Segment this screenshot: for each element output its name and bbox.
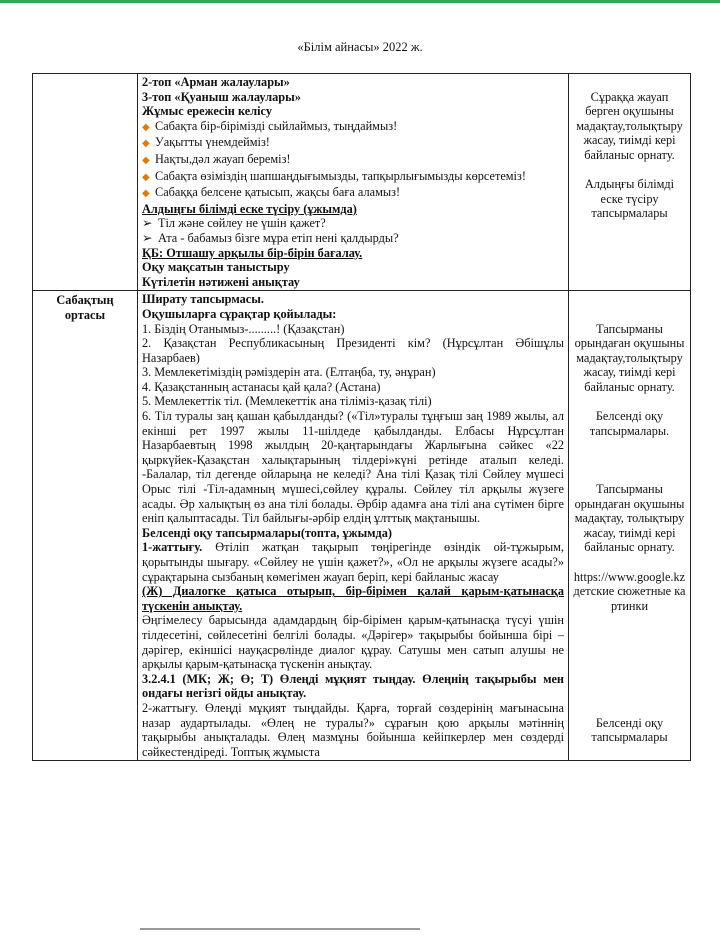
activity-line bbox=[142, 119, 564, 136]
activity-line bbox=[142, 135, 564, 152]
spacer bbox=[573, 701, 686, 716]
stage-cell bbox=[33, 74, 138, 291]
bullet-icon: ◆ bbox=[142, 138, 150, 150]
page-bottom-rule bbox=[140, 928, 420, 930]
spacer bbox=[573, 613, 686, 628]
line-text: Сабақта бір-бірімізді сыйлаймыз, тыңдаймыз! bbox=[155, 118, 398, 133]
line-text: Уақытты үнемдейміз! bbox=[155, 135, 270, 150]
line-text: 2-жаттығу. Өлеңді мұқият тыңдайды. Қарға, торғай сөздерінің мағынасына назар аудартылады. «Өлең не туралы?» сұрағын қою арқылы мәтіннің тақырыбы анықталады. Өлең мазмұны бойынша кейіпкерлер мен сөздерді сәйкестендіреді. Топтық жұмыста bbox=[142, 700, 564, 759]
line-text: Алдыңғы білімді еске түсіру (ұжымда) bbox=[142, 201, 357, 216]
spacer bbox=[573, 438, 686, 453]
spacer bbox=[573, 643, 686, 658]
activity-line bbox=[142, 202, 564, 217]
spacer bbox=[573, 686, 686, 701]
line-text: Әңгімелесу барысында адамдардың бір-бірімен қарым-қатынасқа түсуі үшін тілдесетіні, сөйлесетіні белгілі болады. «Дәрігер» тақырыбы бойынша бірі – дәрігер, екіншісі науқасрөлінде диалог құрау. Сатушы мен сатып алушы не арқылы қарым-қатынасқа түскенін анықтау. bbox=[142, 613, 564, 672]
line-text: Оқушыларға сұрақтар қойылады: bbox=[142, 306, 337, 321]
lesson-plan-table bbox=[32, 73, 691, 761]
line-text: Оқу мақсатын таныстыру bbox=[142, 260, 290, 275]
resource-cell bbox=[569, 74, 691, 291]
resource-text bbox=[573, 163, 686, 178]
activity-cell bbox=[138, 291, 569, 761]
line-text: Ширату тапсырмасы. bbox=[142, 292, 264, 307]
arrow-icon: ➢ bbox=[142, 230, 153, 245]
line-text: 3. Мемлекетіміздің рәміздерін ата. (Елтаңба, ту, әнұран) bbox=[142, 365, 436, 380]
line-text: (Ж) Диалогке қатыса отырып, бір-бірімен қалай қарым-қатынасқа түскенін анықтау. bbox=[142, 584, 564, 613]
line-text: ҚБ: Отшашу арқылы бір-бірін бағалау. bbox=[142, 245, 363, 260]
activity-line bbox=[142, 169, 564, 186]
activity-line bbox=[142, 526, 564, 541]
line-text: 2-топ «Арман жалаулары» bbox=[142, 75, 290, 89]
spacer bbox=[573, 628, 686, 643]
resource-text: Белсенді оқу тапсырмалары bbox=[591, 715, 668, 745]
activity-line bbox=[142, 185, 564, 202]
activity-line bbox=[142, 613, 564, 671]
line-text: Тіл және сөйлеу не үшін қажет? bbox=[158, 216, 326, 231]
activity-line bbox=[142, 409, 564, 526]
resource-text: https://www.google.kz детские сюжетные картинки bbox=[573, 569, 686, 613]
spacer bbox=[573, 394, 686, 409]
activity-line bbox=[142, 380, 564, 395]
resource-text: Сұраққа жауап берген оқушыны мадақтау,толықтыру жасау, тиімді кері байланыс орнату. bbox=[576, 89, 683, 162]
stage-cell: Сабақтың ортасы bbox=[33, 291, 138, 761]
line-text: Белсенді оқу тапсырмалары(топта, ұжымда) bbox=[142, 525, 393, 540]
spacer bbox=[573, 453, 686, 468]
line-text: Сабаққа белсене қатысып, жақсы баға аламыз! bbox=[155, 185, 401, 200]
spacer bbox=[573, 555, 686, 570]
line-text: 4. Қазақстанның астанасы қай қала? (Астана) bbox=[142, 379, 381, 394]
top-accent-line bbox=[0, 0, 720, 3]
spacer bbox=[573, 292, 686, 307]
line-text: 3.2.4.1 (МК; Ж; Ө; Т) Өлеңді мұқият тыңдау. Өлеңнің тақырыбы мен ондағы негізгі ойды анықтау. bbox=[142, 671, 564, 701]
line-text: Сабақта өзіміздің шапшаңдығымызды, тапқырлығымызды көрсетеміз! bbox=[155, 168, 526, 183]
table-row bbox=[33, 291, 691, 761]
activity-line bbox=[142, 104, 564, 119]
spacer bbox=[573, 657, 686, 672]
resource-text: Белсенді оқу тапсырмалары. bbox=[589, 409, 670, 438]
line-text: 3-топ «Қуаныш жалаулары» bbox=[142, 89, 301, 104]
table-row bbox=[33, 74, 691, 291]
activity-line bbox=[142, 365, 564, 380]
line-text: 6. Тіл туралы заң қашан қабылданды? («Тіл»туралы тұңғыш заң 1989 жылы, ал екінші рет 1997 жылы 11-шілдеде қабылданды. Елбасы Нұрсұлтан Назарбаевтың 1998 жылдың 20-қаңтарындағы Жарлығына сәйкес «22 қыркүйек-Қазақстан халықтарының тілдері»күні ретінде аталып келеді. -Балалар, тіл дегенде ойларыңа не келеді? Ана тілі Қазақ тілі Сөйлеу мүшесі Орыс тілі -Тіл-адамның мүшесі,сөйлеу құралы. Сөйлеу тіл арқылы жүзеге асады. Әр халықтың өз ана тілі болады. Әрбір адамға ана тілі ана сүтімен бірге еніп қалыптасады. Тіл байлығы-әрбір елдің ұлттық мақтанышы. bbox=[142, 409, 564, 526]
line-text: Күтілетін нәтижені анықтау bbox=[142, 274, 300, 289]
line-text: Ата - бабамыз бізге мұра етіп нені қалдырды? bbox=[158, 230, 399, 245]
resource-text: Тапсырманы орындаған оқушыны мадақтау, толықтыру жасау, тиімді кері байланыс орнату. bbox=[574, 482, 685, 555]
bullet-icon: ◆ bbox=[142, 121, 150, 133]
spacer bbox=[573, 467, 686, 482]
activity-cell bbox=[138, 74, 569, 291]
activity-line bbox=[142, 231, 564, 246]
activity-line bbox=[142, 307, 564, 322]
activity-line bbox=[142, 246, 564, 261]
activity-line bbox=[142, 584, 564, 613]
resource-text: Тапсырманы орындаған оқушыны мадақтау,толықтыру жасау, тиімді кері байланыс орнату. bbox=[574, 321, 685, 394]
activity-line bbox=[142, 275, 564, 290]
activity-line bbox=[142, 90, 564, 105]
resource-text: Алдыңғы білімді еске түсіру тапсырмалары bbox=[584, 177, 675, 221]
line-text: Жұмыс ережесін келісу bbox=[142, 104, 272, 119]
activity-line bbox=[142, 216, 564, 231]
line-text-rest: Өтіліп жатқан тақырып төңірегінде өзіндік ой-тұжырым, қорытынды шығару. «Сөйлеу не үшін қажет?», «Ол не арқылы жүзеге асады?» сұрақтарына сызбаның көмегімен жауап беріп, кері байланыс жасау bbox=[142, 540, 564, 584]
activity-line bbox=[142, 292, 564, 307]
page-header: «Білім айнасы» 2022 ж. bbox=[297, 40, 423, 54]
line-text: Нақты,дәл жауап береміз! bbox=[155, 151, 291, 166]
activity-line bbox=[142, 540, 564, 584]
bullet-icon: ◆ bbox=[142, 154, 150, 166]
activity-line bbox=[142, 701, 564, 759]
line-text: 1-жаттығу. bbox=[142, 540, 203, 555]
activity-line bbox=[142, 260, 564, 275]
line-text: 5. Мемлекеттік тіл. (Мемлекеттік ана тіліміз-қазақ тілі) bbox=[142, 394, 432, 409]
activity-line bbox=[142, 394, 564, 409]
bullet-icon: ◆ bbox=[142, 171, 150, 183]
activity-line bbox=[142, 75, 564, 90]
activity-line bbox=[142, 672, 564, 701]
spacer bbox=[573, 307, 686, 322]
resource-text bbox=[573, 75, 686, 90]
line-text: 2. Қазақстан Республикасының Президенті кім? (Нұрсұлтан Әбішұлы Назарбаев) bbox=[142, 336, 564, 365]
arrow-icon: ➢ bbox=[142, 216, 153, 231]
activity-line bbox=[142, 322, 564, 337]
line-text: 1. Біздің Отанымыз-.........! (Қазақстан) bbox=[142, 321, 345, 336]
spacer bbox=[573, 672, 686, 687]
activity-line bbox=[142, 336, 564, 365]
activity-line bbox=[142, 152, 564, 169]
resource-cell bbox=[569, 291, 691, 761]
bullet-icon: ◆ bbox=[142, 188, 150, 200]
